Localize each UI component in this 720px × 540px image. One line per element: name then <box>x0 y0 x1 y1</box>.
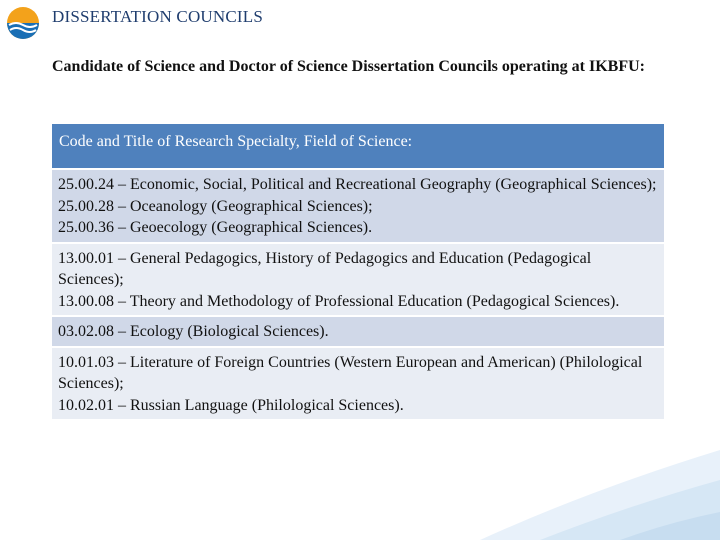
table-header: Code and Title of Research Specialty, Field of Science: <box>52 124 664 170</box>
section-subtitle: Candidate of Science and Doctor of Science Dissertation Councils operating at IKBFU: <box>52 58 645 75</box>
specialty-table <box>52 124 664 421</box>
specialty-line: 25.00.28 – Oceanology (Geographical Sciences); <box>58 197 373 215</box>
page-title: DISSERTATION COUNCILS <box>52 7 264 26</box>
specialty-line: 10.02.01 – Russian Language (Philological Sciences). <box>58 396 404 414</box>
specialty-line: 13.00.08 – Theory and Methodology of Professional Education (Pedagogical Sciences). <box>58 292 620 310</box>
specialty-line: 25.00.36 – Geoecology (Geographical Sciences). <box>58 219 373 236</box>
table-row <box>52 348 664 422</box>
table-row <box>52 317 664 348</box>
specialty-line: 03.02.08 – Ecology (Biological Sciences). <box>58 323 329 340</box>
table-row <box>52 244 664 318</box>
specialty-line: 10.01.03 – Literature of Foreign Countries (Western European and American) (Philological Sciences); <box>58 353 643 392</box>
table-row <box>52 170 664 244</box>
specialty-line: 25.00.24 – Economic, Social, Political and Recreational Geography (Geographical Sciences); <box>58 176 657 193</box>
decorative-wave-icon <box>420 430 720 540</box>
specialty-line: 13.00.01 – General Pedagogics, History of Pedagogics and Education (Pedagogical Sciences); <box>58 249 592 288</box>
university-logo-icon <box>6 6 40 40</box>
